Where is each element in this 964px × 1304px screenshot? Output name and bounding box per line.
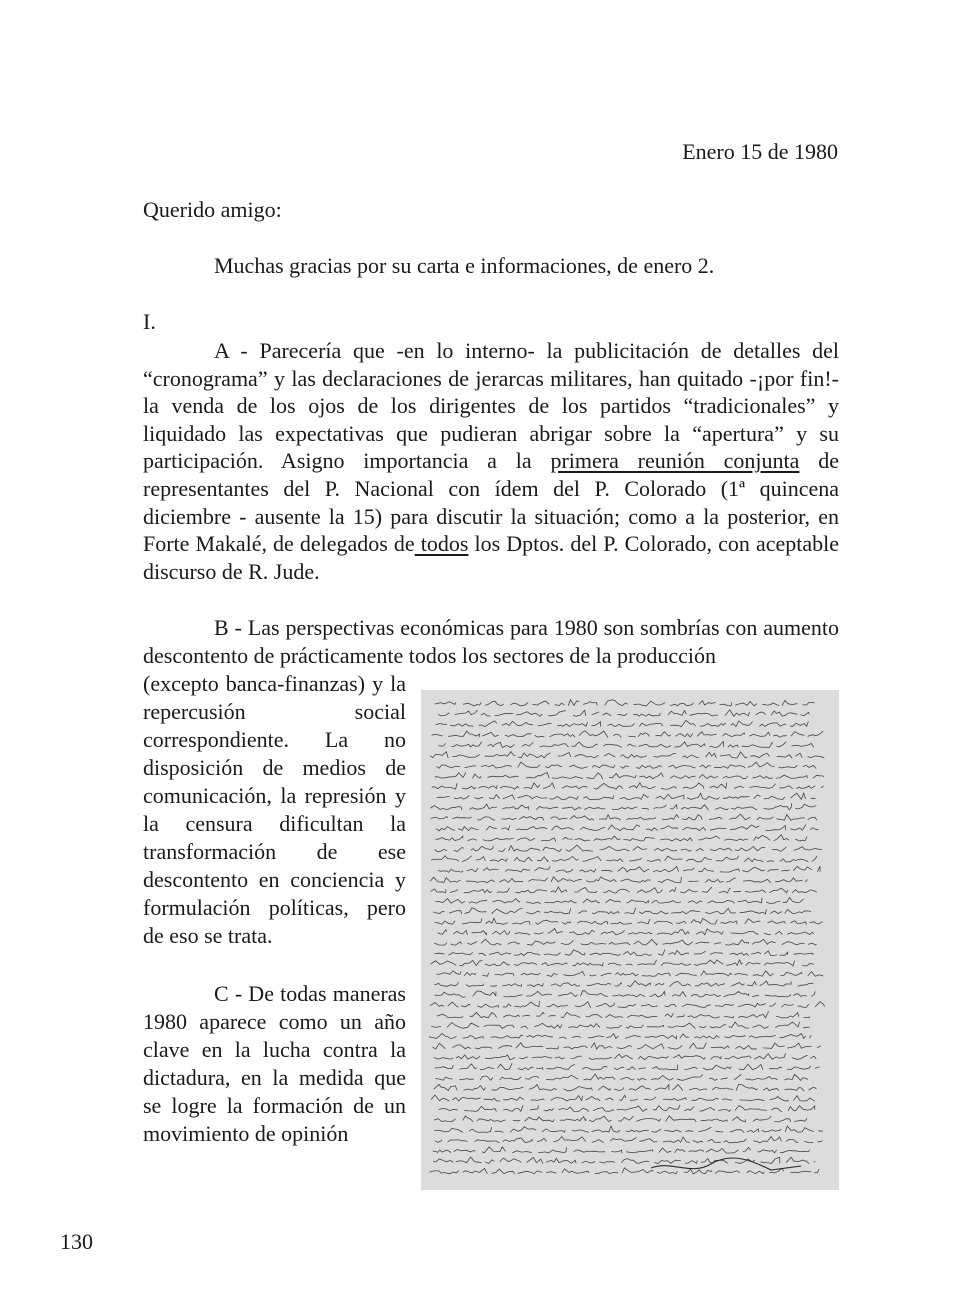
- handwriting-line: [432, 731, 831, 737]
- handwriting-line: [439, 1105, 822, 1111]
- handwriting-line: [430, 1168, 823, 1174]
- page-number: 130: [60, 1229, 93, 1254]
- handwriting-line: [434, 1126, 826, 1132]
- handwriting-line: [433, 1157, 820, 1163]
- handwriting-line: [433, 1147, 813, 1153]
- paragraph-c-column: [143, 980, 406, 1148]
- handwriting-line: [435, 700, 820, 706]
- paragraph-a: [143, 337, 839, 585]
- paragraph-b-full-width: [143, 614, 839, 669]
- handwriting-line: [431, 960, 821, 966]
- handwriting-line: [437, 825, 824, 831]
- handwriting-line: [434, 1116, 810, 1122]
- handwriting-line: [438, 866, 825, 872]
- handwriting-line: [439, 710, 816, 716]
- handwriting-line: [432, 1022, 817, 1028]
- letter-thanks: Muchas gracias por su carta e informaciones, de enero 2.: [214, 253, 715, 278]
- handwriting-line: [435, 981, 818, 987]
- handwriting-line: [438, 928, 817, 934]
- paragraph-a-start: A - Parecería que -en lo interno- la publicitación de detalles del “cronograma” y las declaraciones de jerarcas militares, han quitado -¡por fin!- la venda de los ojos de los dirigentes de los partidos “tradicionales” y liquidado las expectativas que pudieran abrigar sobre la “apertura” y su participación. Asigno importancia a la: [143, 338, 839, 474]
- handwriting-line: [431, 877, 814, 883]
- handwriting-line: [432, 783, 829, 789]
- handwriting-line: [437, 793, 823, 799]
- paragraph-b-column: (excepto banca-finanzas) y la repercusión social correspondiente. La no disposición de medios de comunicación, la represión y la censura dificultan la transformación de ese descontento en conciencia y formulación políticas, pero de eso se trata.: [143, 671, 406, 948]
- handwriting-line: [433, 908, 818, 914]
- handwriting-line: [430, 1001, 828, 1007]
- handwriting-line: [436, 898, 810, 904]
- handwriting-line: [434, 1084, 822, 1091]
- handwriting-line: [439, 741, 818, 747]
- letter-greeting: Querido amigo:: [143, 197, 282, 222]
- handwriting-line: [431, 856, 820, 862]
- handwriting-line: [435, 918, 826, 924]
- handwriting-line: [429, 1033, 817, 1038]
- paragraph-b-start: B - Las perspectivas económicas para 1980 son sombrías con aumento descontento de prácticamente todos los sectores de la producción: [143, 615, 839, 668]
- handwriting-line: [431, 887, 825, 893]
- handwriting-line: [431, 1095, 820, 1101]
- underlined-word-todos: todos: [414, 531, 469, 557]
- paragraph-a-middle: de representantes del P. Nacional con ídem del P. Colorado (1ª quincena diciembre - ausente la 15) para discutir la situación; como a la posterior, en Forte Makalé, de delegados de: [143, 448, 839, 557]
- letter-date: Enero 15 de 1980: [682, 139, 838, 164]
- handwriting-line: [437, 762, 821, 768]
- handwritten-letter-facsimile: [421, 690, 839, 1190]
- handwriting-line: [430, 752, 828, 758]
- handwriting-line: [434, 1054, 821, 1060]
- handwriting-line: [435, 991, 819, 998]
- handwriting-line: [431, 814, 820, 820]
- handwriting-line: [436, 720, 814, 726]
- underlined-phrase-primera-reunion: primera reunión conjunta: [550, 448, 800, 474]
- handwriting-line: [435, 1137, 830, 1143]
- handwriting-image: [421, 690, 839, 1190]
- handwriting-line: [431, 804, 820, 810]
- handwriting-line: [436, 1074, 816, 1080]
- handwriting-line: [435, 950, 821, 956]
- handwriting-line: [433, 1043, 828, 1049]
- paragraph-c-text: C - De todas maneras 1980 aparece como un año clave en la lucha contra la dictadura, en la medida que se logre la formación de un movimiento de opinión: [143, 981, 406, 1146]
- section-number: I.: [143, 309, 156, 334]
- handwriting-line: [435, 1064, 824, 1070]
- handwriting-line: [436, 835, 815, 841]
- handwriting-line: [435, 845, 828, 852]
- handwriting-line: [437, 1012, 815, 1018]
- signature-flourish: [651, 1158, 801, 1170]
- handwriting-line: [437, 971, 826, 977]
- handwriting-line: [435, 939, 820, 945]
- handwriting-line: [435, 773, 831, 779]
- paragraph-a-end: los Dptos. del P. Colorado, con aceptable discurso de R. Jude.: [143, 531, 839, 584]
